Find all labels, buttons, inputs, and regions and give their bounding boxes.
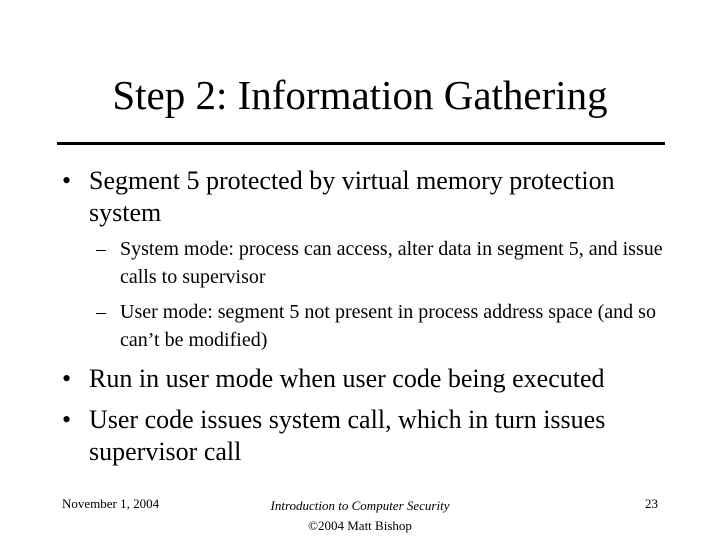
- sub-bullet-item: [96, 235, 666, 291]
- bullet-marker: •: [62, 166, 72, 195]
- sub-bullet-item: [96, 298, 666, 354]
- bullet-text: Run in user mode when user code being executed: [89, 364, 605, 393]
- sub-bullet-text: System mode: process can access, alter data in segment 5, and issue calls to supervisor: [120, 238, 663, 288]
- bullet-text: Segment 5 protected by virtual memory protection system: [89, 166, 615, 227]
- bullet-marker: •: [62, 364, 72, 393]
- slide-title: Step 2: Information Gathering: [112, 72, 608, 118]
- bullet-marker: •: [62, 405, 72, 434]
- footer-copyright: ©2004 Matt Bishop: [308, 518, 412, 533]
- footer-date: November 1, 2004: [62, 496, 160, 511]
- bullet-item: [62, 165, 672, 229]
- footer-course-info: [210, 496, 510, 536]
- sub-bullet-marker: –: [96, 238, 106, 260]
- footer-course-title: Introduction to Computer Security: [270, 498, 450, 513]
- bullet-text: User code issues system call, which in turn issues supervisor call: [89, 405, 606, 466]
- sub-bullet-marker: –: [96, 301, 106, 323]
- footer-page-number: 23: [645, 496, 658, 511]
- bullet-item: [62, 404, 672, 468]
- bullet-item: [62, 363, 672, 395]
- sub-bullet-text: User mode: segment 5 not present in process address space (and so can’t be modified): [120, 301, 656, 351]
- title-divider: [57, 142, 665, 145]
